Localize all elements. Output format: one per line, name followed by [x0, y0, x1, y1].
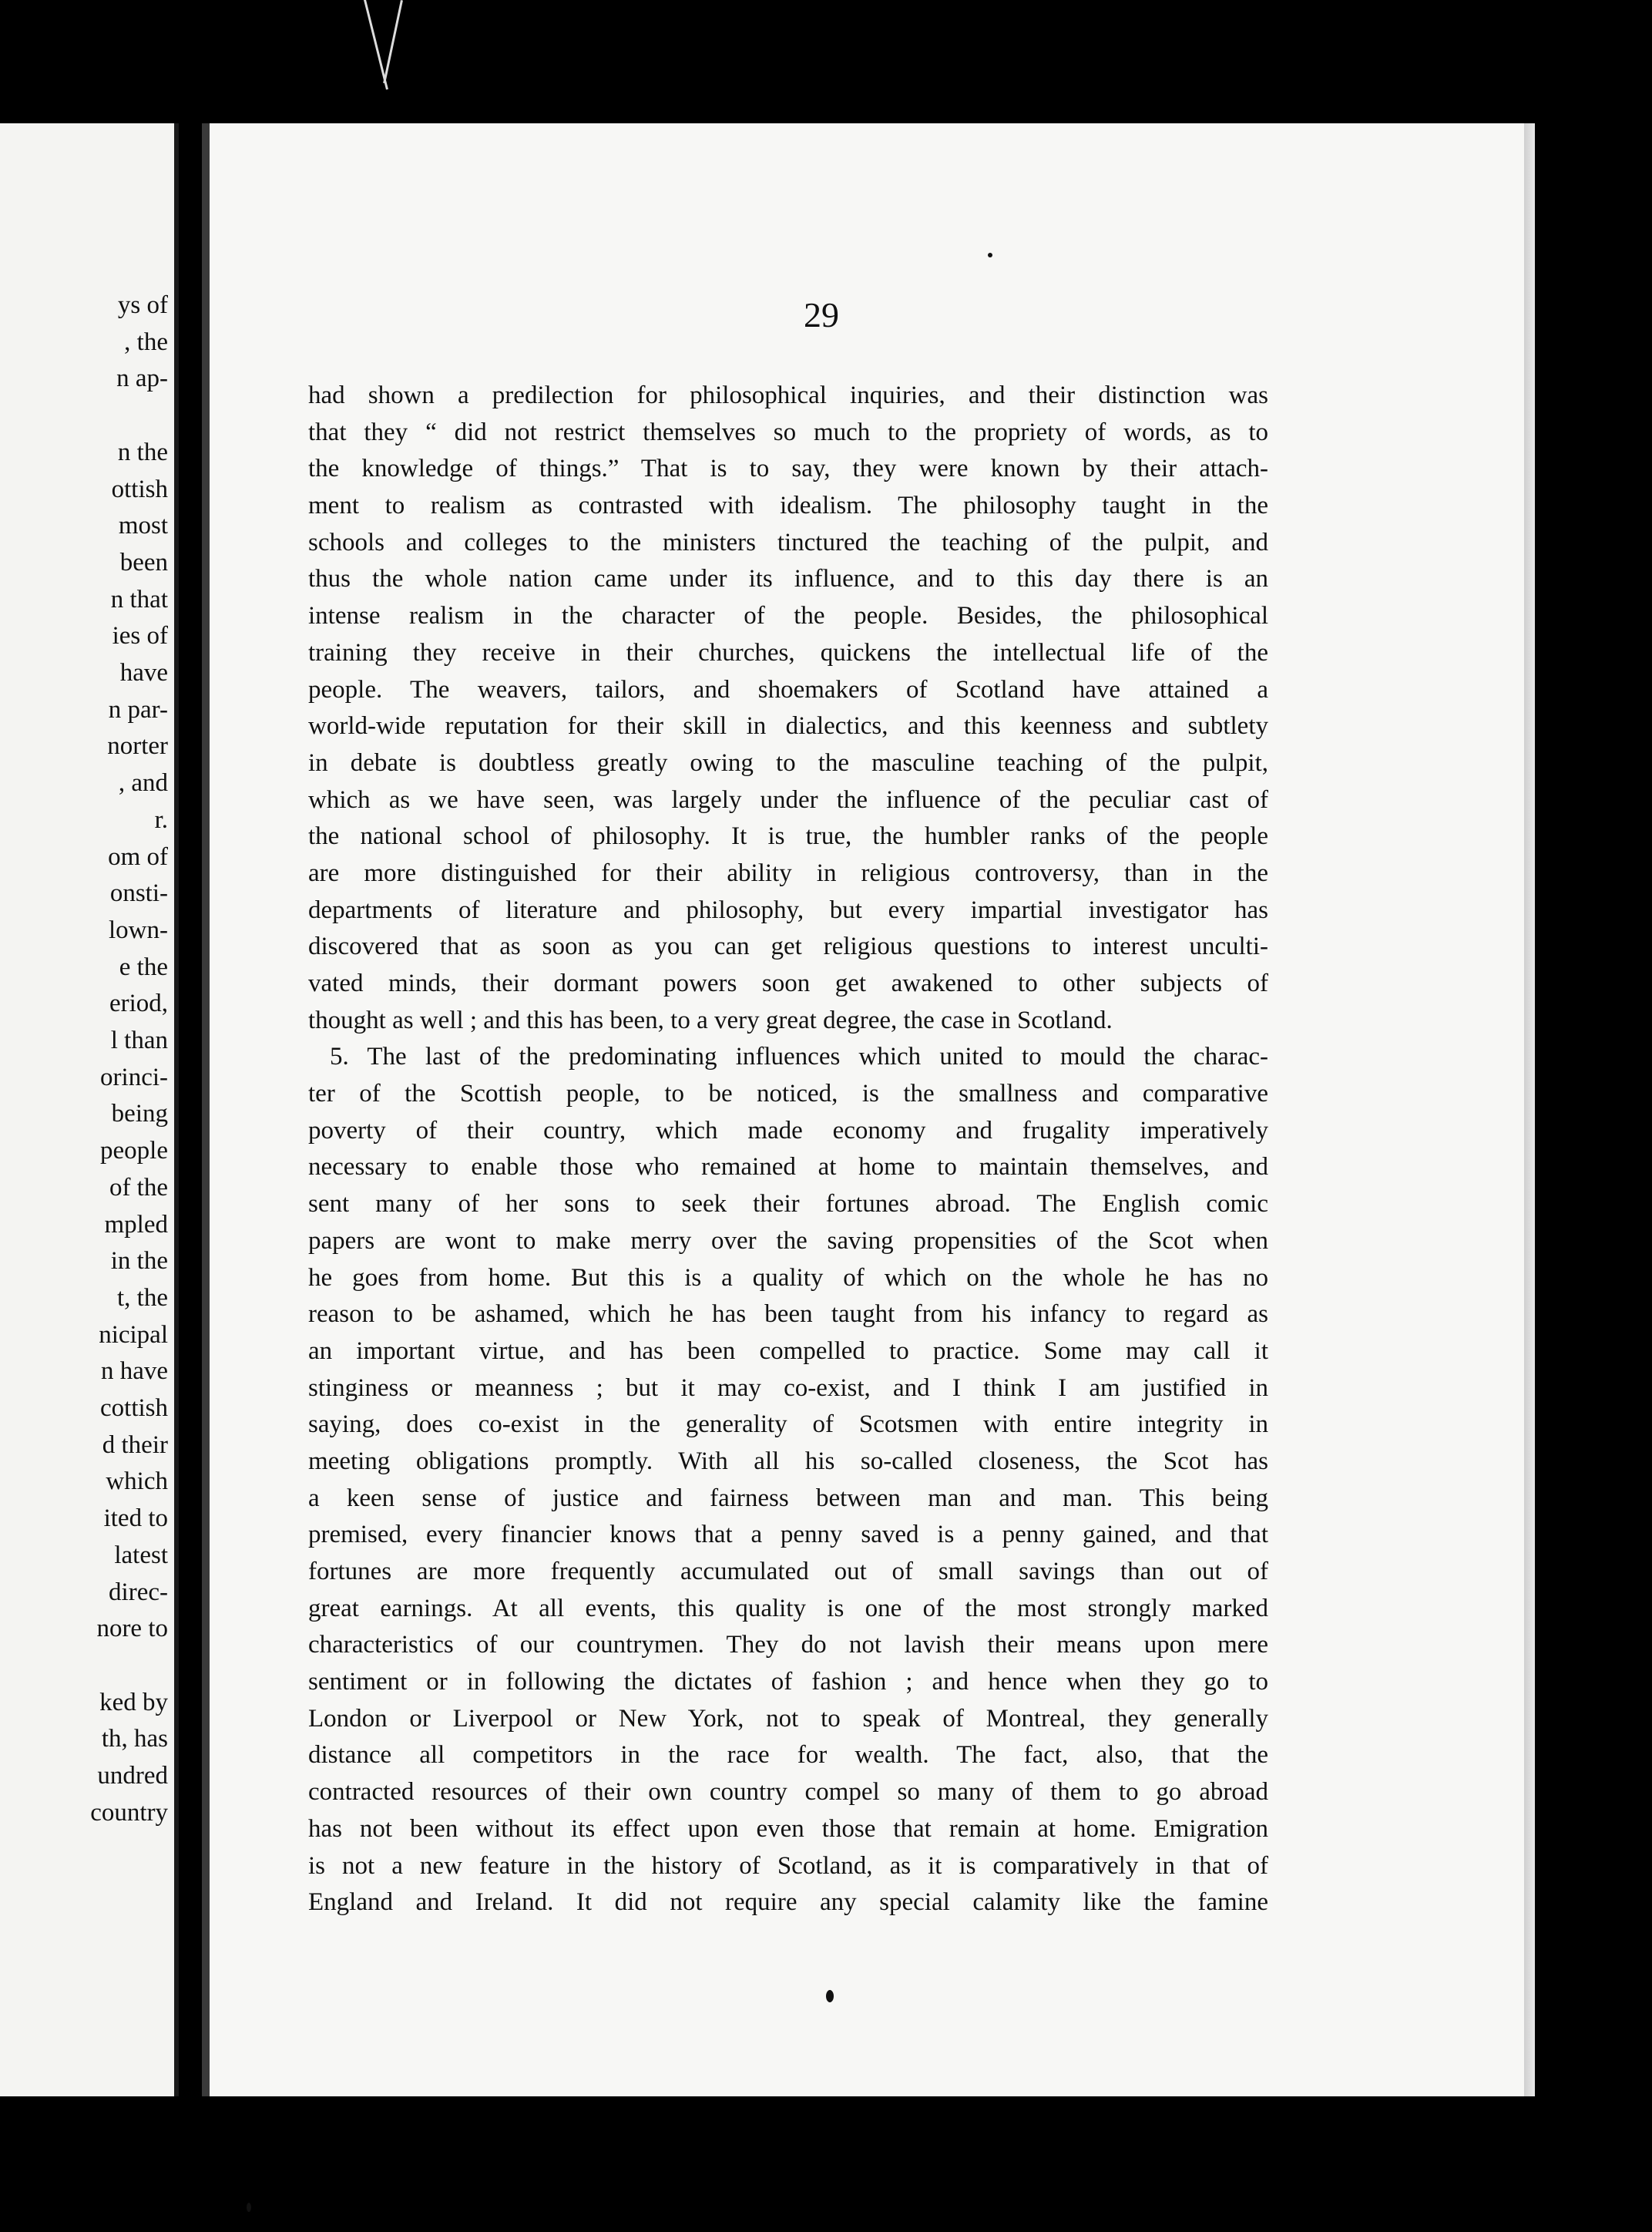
left-page-line: th, has [101, 1725, 168, 1753]
body-text-line: fortunes are more frequently accumulated out of small savings than out of [308, 1558, 1268, 1585]
ink-speck [826, 1990, 834, 2002]
page-gutter-rule [174, 123, 179, 2096]
body-text [308, 378, 1268, 1921]
body-text-line: distance all competitors in the race for wealth. The fact, also, that the [308, 1741, 1268, 1770]
body-text-line: papers are wont to make merry over the saving propensities of the Scot when [308, 1226, 1268, 1255]
left-page-line: mpled [104, 1210, 168, 1239]
left-page-line: undred [97, 1762, 168, 1790]
left-page-line: t, the [117, 1283, 168, 1312]
body-text-line: world-wide reputation for their skill in dialectics, and this keenness and subtlety [308, 712, 1268, 741]
body-text-line: meeting obligations promptly. With all his so-called closeness, the Scot has [308, 1447, 1268, 1475]
right-page [202, 123, 1535, 2096]
body-text-line: thought as well ; and this has been, to a very great degree, the case in Scotland. [308, 1006, 1113, 1034]
page-edge [1524, 123, 1535, 2096]
left-page-line: people [100, 1137, 168, 1165]
page-spine [202, 123, 210, 2096]
left-page-line: most [118, 512, 168, 540]
body-text-line: has not been without its effect upon even those that remain at home. Emigration [308, 1814, 1268, 1843]
left-page-line: nore to [96, 1615, 168, 1643]
body-text-line: discovered that as soon as you can get religious questions to interest unculti- [308, 933, 1268, 961]
body-text-line: poverty of their country, which made economy and frugality imperatively [308, 1116, 1268, 1145]
left-page-line: nicipal [99, 1320, 168, 1349]
left-page-line: l than [110, 1027, 168, 1054]
left-page-line: om of [108, 842, 168, 871]
body-text-line: London or Liverpool or New York, not to speak of Montreal, they generally [308, 1704, 1268, 1733]
body-text-line: thus the whole nation came under its influence, and to this day there is an [308, 565, 1268, 593]
body-text-line: he goes from home. But this is a quality of which on the whole he has no [308, 1263, 1268, 1292]
body-text-line: intense realism in the character of the people. Besides, the philosophical [308, 602, 1268, 630]
ink-speck [247, 2203, 251, 2212]
left-page-line: n ap- [116, 365, 168, 393]
bookmark-thread [383, 0, 403, 83]
body-text-line: sent many of her sons to seek their fortunes abroad. The English comic [308, 1190, 1268, 1219]
body-text-line: characteristics of our countrymen. They do not lavish their means upon mere [308, 1631, 1268, 1659]
page-number: 29 [804, 295, 839, 334]
body-text-line: are more distinguished for their ability in religious controversy, than in the [308, 859, 1268, 887]
left-page-line: d their [102, 1430, 168, 1459]
body-text-line: in debate is doubtless greatly owing to the masculine teaching of the pulpit, [308, 748, 1268, 777]
left-page-line: orinci- [100, 1063, 168, 1091]
left-page-line: ys of [117, 291, 168, 319]
left-page-line: norter [107, 732, 168, 761]
left-page-line: eriod, [109, 990, 168, 1018]
body-text-line: the national school of philosophy. It is true, the humbler ranks of the people [308, 822, 1268, 851]
left-page-line: lown- [109, 916, 168, 944]
body-text-line: schools and colleges to the ministers tinctured the teaching of the pulpit, and [308, 528, 1268, 556]
body-text-line: ment to realism as contrasted with idealism. The philosophy taught in the [308, 492, 1268, 520]
left-page-line: of the [109, 1173, 168, 1202]
body-text-line: premised, every financier knows that a penny saved is a penny gained, and that [308, 1521, 1268, 1549]
left-page-line: which [106, 1467, 168, 1496]
body-text-line: stinginess or meanness ; but it may co-exist, and I think I am justified in [308, 1373, 1268, 1402]
body-text-line: saying, does co-exist in the generality of Scotsmen with entire integrity in [308, 1410, 1268, 1439]
left-page-line: ited to [103, 1504, 168, 1533]
left-page-line: been [119, 548, 168, 576]
left-page-line: in the [110, 1247, 168, 1276]
left-page-line: n the [117, 438, 168, 466]
body-text-line: a keen sense of justice and fairness between man and man. This being [308, 1484, 1268, 1512]
body-text-line: ter of the Scottish people, to be noticed, is the smallness and comparative [308, 1080, 1268, 1108]
body-text-line: vated minds, their dormant powers soon get awakened to other subjects of [308, 970, 1268, 997]
body-text-line: great earnings. At all events, this quality is one of the most strongly marked [308, 1594, 1268, 1622]
left-page-line: n par- [108, 695, 168, 724]
body-text-line: had shown a predilection for philosophical inquiries, and their distinction was [308, 382, 1268, 409]
body-text-line: that they “ did not restrict themselves so much to the propriety of words, as to [308, 418, 1268, 446]
left-page-line: country [90, 1798, 168, 1827]
left-page-line: ked by [99, 1688, 168, 1716]
body-text-line: contracted resources of their own country compel so many of them to go abroad [308, 1778, 1268, 1807]
body-text-line: is not a new feature in the history of Scotland, as it is comparatively in that of [308, 1851, 1268, 1880]
left-page-fragment [0, 123, 179, 2096]
left-page-line: have [119, 659, 168, 687]
body-text-line: the knowledge of things.” That is to say, they were known by their attach- [308, 455, 1268, 483]
left-page-line: n that [110, 585, 168, 613]
left-page-line: n have [100, 1357, 168, 1386]
body-text-line: which as we have seen, was largely under the influence of the peculiar cast of [308, 785, 1268, 814]
body-text-line: an important virtue, and has been compelled to practice. Some may call it [308, 1336, 1268, 1365]
body-text-line: sentiment or in following the dictates of fashion ; and hence when they go to [308, 1668, 1268, 1696]
body-text-line: people. The weavers, tailors, and shoemakers of Scotland have attained a [308, 675, 1268, 704]
body-text-line: reason to be ashamed, which he has been taught from his infancy to regard as [308, 1300, 1268, 1329]
body-text-line: necessary to enable those who remained at home to maintain themselves, and [308, 1153, 1268, 1182]
left-page-line: cottish [100, 1394, 168, 1422]
left-page-line: , and [118, 769, 168, 798]
left-page-line: , the [124, 328, 168, 356]
left-page-line: ottish [111, 475, 168, 503]
body-text-line: England and Ireland. It did not require any special calamity like the famine [308, 1888, 1268, 1917]
left-page-line: e the [119, 953, 168, 981]
body-text-line: training they receive in their churches, quickens the intellectual life of the [308, 638, 1268, 667]
body-text-line: 5. The last of the predominating influences which united to mould the charac- [330, 1043, 1268, 1071]
left-page-line: latest [114, 1541, 168, 1569]
left-page-line: r. [154, 805, 168, 834]
ink-speck [988, 253, 992, 257]
left-page-line: direc- [109, 1578, 168, 1606]
body-text-line: departments of literature and philosophy, but every impartial investigator has [308, 896, 1268, 924]
left-page-line: onsti- [109, 879, 168, 908]
left-page-line: ies of [112, 622, 168, 650]
left-page-line: being [111, 1100, 168, 1128]
